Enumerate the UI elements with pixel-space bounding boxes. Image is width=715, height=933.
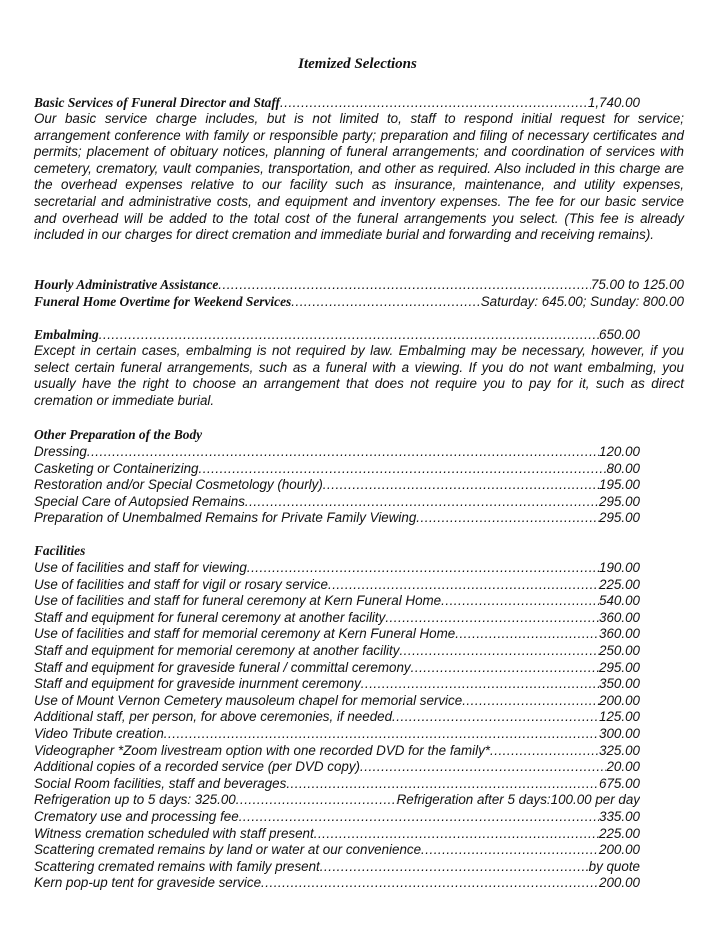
dot-leader — [392, 708, 599, 725]
basic-services-price: 1,740.00 — [587, 95, 640, 110]
price-row — [34, 825, 640, 842]
weekend-overtime-price: Saturday: 645.00; Sunday: 800.00 — [480, 294, 684, 309]
price-row — [34, 758, 640, 775]
price-row — [34, 775, 640, 792]
basic-services-description: Our basic service charge includes, but is not limited to, staff to respond initial request for service; arrangement conference with family or responsible party; preparation and filing of necessary certificates and permits; placement of obituary notices, planning of funeral arrangements; and coordination of services with cemetery, crematory, vault companies, transportation, and other as required. Also included in this charge are the overhead expenses relative to our facility such as insurance, maintenance, and utility expenses, secretarial and administrative costs, and equipment and inventory expenses. The fee for our basic service and overhead will be added to the total cost of the funeral arrangements you select. (This fee is already included in our charges for direct cremation and immediate burial and forwarding and receiving remains). — [34, 111, 684, 243]
price-row — [34, 675, 640, 692]
item-price: 360.00 — [599, 609, 640, 625]
item-price: 295.00 — [599, 493, 640, 509]
item-label: Staff and equipment for graveside funeral / committal ceremony — [34, 659, 411, 675]
dot-leader — [218, 276, 591, 293]
price-row — [34, 692, 640, 709]
dot-leader — [411, 659, 599, 676]
price-row — [34, 592, 640, 609]
item-price: 225.00 — [599, 576, 640, 592]
item-price: 125.00 — [599, 709, 640, 725]
price-row — [34, 708, 640, 725]
embalming-row — [34, 326, 640, 343]
item-price: by quote — [588, 858, 640, 874]
refrigeration-extended-price: Refrigeration after 5 days:100.00 per day — [396, 792, 640, 808]
price-row — [34, 609, 640, 626]
dot-leader — [199, 460, 607, 477]
item-price: 200.00 — [599, 875, 640, 891]
item-label: Additional copies of a recorded service (per DVD copy) — [34, 759, 360, 775]
item-price: 295.00 — [599, 659, 640, 675]
dot-leader — [99, 326, 599, 343]
other-preparation-heading: Other Preparation of the Body — [34, 427, 203, 442]
item-price: 20.00 — [606, 759, 640, 775]
dot-leader — [360, 758, 606, 775]
dot-leader — [87, 443, 599, 460]
price-row — [34, 642, 640, 659]
dot-leader — [239, 808, 599, 825]
dot-leader — [291, 293, 481, 310]
dot-leader — [286, 775, 599, 792]
item-label: Staff and equipment for graveside inurnment ceremony — [34, 676, 361, 692]
item-price: 200.00 — [599, 692, 640, 708]
price-row — [34, 443, 640, 460]
hourly-admin-price: 75.00 to 125.00 — [590, 277, 684, 292]
item-label: Use of Mount Vernon Cemetery mausoleum chapel for memorial service — [34, 692, 463, 708]
item-price: 80.00 — [606, 460, 640, 476]
basic-services-label: Basic Services of Funeral Director and Staff — [34, 95, 280, 110]
item-label: Dressing — [34, 444, 87, 459]
item-price: 225.00 — [599, 825, 640, 841]
facilities-heading: Facilities — [34, 543, 86, 558]
dot-leader — [314, 825, 599, 842]
dot-leader — [164, 725, 599, 742]
item-price: 335.00 — [599, 809, 640, 824]
embalming-price: 650.00 — [599, 327, 640, 342]
price-row — [34, 509, 640, 526]
item-label: Staff and equipment for funeral ceremony at another facility — [34, 609, 386, 625]
item-label: Witness cremation scheduled with staff present — [34, 825, 314, 841]
item-label: Kern pop-up tent for graveside service — [34, 875, 262, 891]
embalming-label: Embalming — [34, 327, 99, 342]
dot-leader — [328, 576, 599, 593]
price-row — [34, 576, 640, 593]
price-row — [34, 841, 640, 858]
dot-leader — [320, 858, 589, 875]
price-row — [34, 808, 640, 825]
price-row — [34, 659, 640, 676]
item-price: 360.00 — [599, 626, 640, 642]
hourly-admin-row — [34, 276, 684, 293]
dot-leader — [280, 94, 588, 111]
basic-services-row — [34, 94, 640, 111]
price-row — [34, 559, 640, 576]
item-label: Casketing or Containerizing — [34, 460, 199, 476]
item-label: Use of facilities and staff for memorial ceremony at Kern Funeral Home — [34, 626, 456, 642]
item-label: Use of facilities and staff for viewing — [34, 560, 247, 575]
item-price: 195.00 — [599, 477, 640, 493]
dot-leader — [236, 791, 397, 808]
price-row — [34, 874, 640, 891]
item-label: Special Care of Autopsied Remains — [34, 493, 245, 509]
dot-leader — [361, 675, 599, 692]
price-row — [34, 476, 640, 493]
dot-leader — [385, 609, 599, 626]
item-label: Videographer *Zoom livestream option with one recorded DVD for the family* — [34, 742, 491, 758]
item-label: Additional staff, per person, for above ceremonies, if needed — [34, 709, 393, 725]
dot-leader — [462, 692, 599, 709]
dot-leader — [455, 625, 599, 642]
dot-leader — [441, 592, 599, 609]
item-price: 250.00 — [599, 643, 640, 658]
embalming-description: Except in certain cases, embalming is not required by law. Embalming may be necessary, however, if you select certain funeral arrangements, such as a funeral with a viewing. If you do not want embalming, you usually have the right to choose an arrangement that does not require you to pay for it, such as direct cremation or immediate burial. — [34, 343, 684, 408]
dot-leader — [261, 874, 599, 891]
item-label: Restoration and/or Special Cosmetology (hourly) — [34, 477, 323, 493]
dot-leader — [490, 742, 599, 759]
dot-leader — [323, 476, 599, 493]
dot-leader — [399, 642, 599, 659]
page-title: Itemized Selections — [298, 56, 417, 72]
dot-leader — [421, 841, 599, 858]
item-price: 190.00 — [599, 560, 640, 575]
item-price: 295.00 — [599, 510, 640, 526]
item-label: Scattering cremated remains by land or water at our convenience — [34, 842, 422, 858]
price-row — [34, 460, 640, 477]
item-price: 540.00 — [599, 593, 640, 609]
item-label: Use of facilities and staff for funeral ceremony at Kern Funeral Home — [34, 593, 442, 609]
dot-leader — [416, 509, 599, 526]
weekend-overtime-row — [34, 293, 684, 310]
price-row — [34, 725, 640, 742]
item-price: 120.00 — [599, 444, 640, 459]
dot-leader — [245, 493, 599, 510]
item-price: 675.00 — [599, 775, 640, 791]
item-label: Preparation of Unembalmed Remains for Private Family Viewing — [34, 510, 417, 526]
item-label: Use of facilities and staff for vigil or rosary service — [34, 576, 328, 592]
item-label: Staff and equipment for memorial ceremony at another facility — [34, 643, 400, 658]
item-label: Crematory use and processing fee — [34, 809, 239, 824]
item-price: 200.00 — [599, 842, 640, 858]
item-price: 350.00 — [599, 676, 640, 692]
weekend-overtime-label: Funeral Home Overtime for Weekend Services — [34, 294, 292, 309]
item-price: 325.00 — [599, 742, 640, 758]
item-label: Video Tribute creation — [34, 726, 164, 741]
refrigeration-row — [34, 791, 640, 808]
item-price: 300.00 — [599, 726, 640, 741]
item-label: Social Room facilities, staff and beverages — [34, 775, 287, 791]
price-row — [34, 625, 640, 642]
price-row — [34, 742, 640, 759]
price-row — [34, 493, 640, 510]
item-label: Scattering cremated remains with family present — [34, 858, 320, 874]
hourly-admin-label: Hourly Administrative Assistance — [34, 277, 219, 292]
refrigeration-base-price: Refrigeration up to 5 days: 325.00 — [34, 792, 236, 808]
dot-leader — [247, 559, 599, 576]
price-row — [34, 858, 640, 875]
